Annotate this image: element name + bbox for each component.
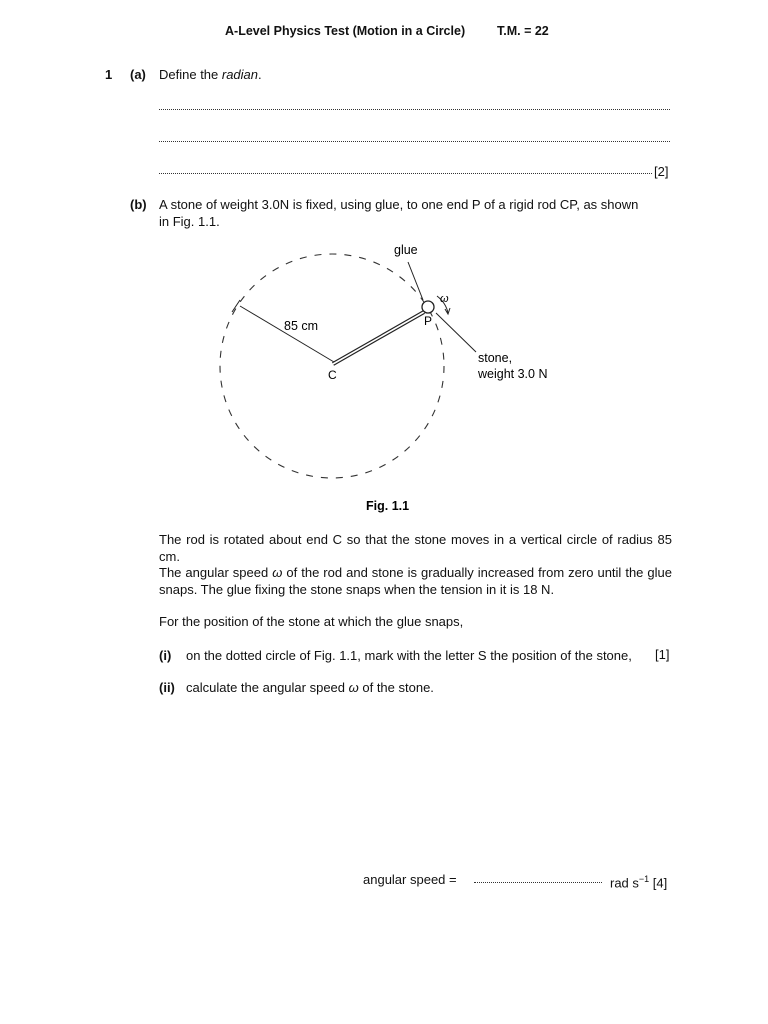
paragraph-position: For the position of the stone at which the glue snaps, bbox=[159, 614, 464, 629]
answer-unit-sup: −1 bbox=[638, 874, 650, 884]
paragraph-radius: The rod is rotated about end C so that the stone moves in a vertical circle of radius 85 cm. bbox=[159, 532, 672, 564]
sub-ii-text-b: of the stone. bbox=[358, 680, 434, 695]
part-a-text: Define the bbox=[159, 67, 222, 82]
answer-unit-text: rad s bbox=[610, 875, 639, 891]
sub-ii-text-a: calculate the angular speed bbox=[186, 680, 349, 695]
question-number: 1 bbox=[105, 67, 113, 82]
glue-leader bbox=[408, 262, 423, 300]
angular-speed-answer-field[interactable] bbox=[474, 882, 602, 883]
sub-ii-omega: ω bbox=[348, 680, 359, 695]
point-p-label: P bbox=[424, 314, 433, 328]
glue-label: glue bbox=[394, 243, 418, 257]
omega-symbol: ω bbox=[272, 565, 283, 580]
radius-line bbox=[240, 306, 334, 362]
answer-unit bbox=[610, 871, 667, 891]
radius-label: 85 cm bbox=[284, 319, 319, 333]
test-title: A-Level Physics Test (Motion in a Circle) bbox=[225, 24, 466, 38]
answer-marks: [4] bbox=[652, 875, 668, 891]
part-b-line-2: in Fig. 1.1. bbox=[159, 214, 220, 229]
paragraph-angular-speed-a: The angular speed bbox=[159, 565, 273, 580]
answer-label: angular speed = bbox=[363, 872, 457, 887]
part-a-label: (a) bbox=[130, 67, 146, 82]
sub-ii-label: (ii) bbox=[159, 680, 175, 695]
paragraph-angular-speed bbox=[159, 565, 672, 598]
paragraph-angular-speed-b: of the rod and stone is gradually increased from zero until the glue snaps. The glue fixing the stone snaps when the tension in it is 18 N. bbox=[159, 565, 672, 597]
sub-i-text: on the dotted circle of Fig. 1.1, mark with the letter S the position of the stone, bbox=[186, 648, 632, 663]
sub-i-marks: [1] bbox=[655, 647, 670, 662]
radius-tick bbox=[232, 300, 240, 312]
centre-c-label: C bbox=[328, 368, 337, 382]
part-b-line-1: A stone of weight 3.0N is fixed, using glue, to one end P of a rigid rod CP, as shown bbox=[159, 197, 639, 212]
total-marks: T.M. = 22 bbox=[497, 24, 549, 38]
part-a-marks: [2] bbox=[654, 164, 669, 179]
omega-label: ω bbox=[440, 293, 449, 305]
stone-circle bbox=[422, 301, 434, 313]
radian-term: radian bbox=[221, 67, 259, 82]
rod-inner bbox=[333, 312, 424, 364]
sub-ii-text bbox=[186, 679, 434, 696]
stone-leader bbox=[436, 313, 476, 352]
part-a-period: . bbox=[258, 67, 262, 82]
part-b-label: (b) bbox=[130, 197, 147, 212]
dotted-circle[interactable] bbox=[220, 254, 444, 478]
sub-i-label: (i) bbox=[159, 648, 172, 663]
stone-label: stone, bbox=[478, 351, 513, 365]
stone-weight-label: weight 3.0 N bbox=[478, 367, 548, 381]
figure-caption: Fig. 1.1 bbox=[366, 499, 410, 513]
